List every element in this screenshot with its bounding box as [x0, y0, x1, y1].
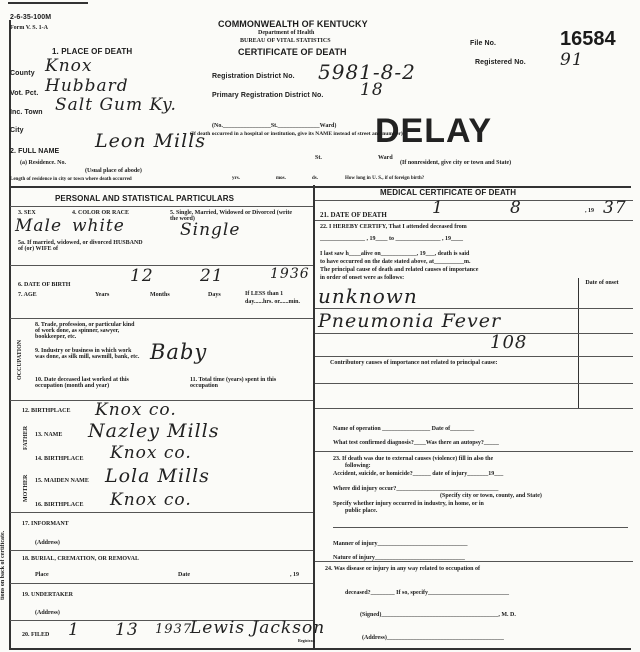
- medical-heading: MEDICAL CERTIFICATE OF DEATH: [380, 188, 517, 197]
- document-title: CERTIFICATE OF DEATH: [238, 47, 347, 57]
- rule: [315, 383, 633, 384]
- mos-label: mos.: [276, 176, 286, 181]
- nature-text: Nature of injury______________________________: [333, 555, 465, 561]
- undertaker-label: 19. UNDERTAKER: [22, 592, 74, 598]
- informant-label: 17. INFORMANT: [22, 521, 69, 527]
- rule: [315, 408, 633, 409]
- dod-19: , 19: [585, 208, 594, 214]
- from-line: _______________ , 19____ to _______________ , 19____: [320, 236, 463, 242]
- town-value: Salt Gum Ky.: [55, 95, 177, 115]
- marital-value: Single: [180, 220, 241, 240]
- industry-label: 9. Industry or business in which work was done, as silk mill, sawmill, bank, etc.: [35, 348, 140, 360]
- race-label: 4. COLOR OR RACE: [72, 210, 130, 216]
- center-divider: [313, 185, 315, 650]
- days-label: Days: [208, 292, 221, 298]
- sex-value: Male: [15, 216, 63, 236]
- birthplace-label: 12. BIRTHPLACE: [22, 408, 71, 414]
- public-place: public place.: [345, 508, 378, 514]
- personal-heading: PERSONAL AND STATISTICAL PARTICULARS: [55, 194, 235, 203]
- marital-label: 5. Single, Married, Widowed or Divorced (write the word): [170, 210, 293, 222]
- ward-label: Ward: [378, 155, 393, 161]
- file-no: 16584: [560, 28, 616, 50]
- father-name: Nazley Mills: [88, 420, 220, 442]
- bureau: BUREAU OF VITAL STATISTICS: [240, 38, 331, 44]
- mother-label: MOTHER: [23, 474, 29, 502]
- place-of-death-heading: 1. PLACE OF DEATH: [52, 47, 133, 56]
- rule: [315, 561, 633, 562]
- date-worked-label: 10. Date deceased last worked at this occupation (month and year): [35, 377, 129, 389]
- rule: [315, 200, 633, 201]
- rule: [315, 451, 633, 452]
- top-rule: [8, 2, 88, 4]
- rule: [10, 583, 313, 584]
- primary-district: 18: [360, 80, 384, 100]
- county-value: Knox: [45, 56, 93, 76]
- dob-year: 1936: [270, 266, 310, 282]
- burial-label: 18. BURIAL, CREMATION, OR REMOVAL: [22, 556, 139, 562]
- bottom-rule: [9, 648, 631, 650]
- hospital-note: (If death occurred in a hospital or institution, give its NAME instead of street and number): [190, 131, 403, 137]
- department: Department of Health: [258, 30, 315, 36]
- reg-district-label: Registration District No.: [212, 73, 295, 80]
- last-saw: I last saw h____alive on____________, 19___, death is said: [320, 251, 470, 257]
- filed-label: 20. FILED: [22, 632, 50, 638]
- cause-3: 108: [490, 332, 528, 353]
- length-residence: Length of residence in city or town where death occurred: [10, 177, 132, 182]
- onset-divider: [578, 278, 579, 408]
- age-label: 7. AGE: [18, 292, 37, 298]
- rule: [10, 206, 313, 207]
- operation-text: Name of operation ________________ Date of________: [333, 426, 475, 432]
- rule: [315, 308, 633, 309]
- full-name-value: Leon Mills: [95, 130, 207, 152]
- order-text: in order of onset were as follows:: [320, 275, 405, 281]
- rule: [10, 318, 313, 319]
- deceased-text: deceased?________ If so, specify___________________________: [345, 590, 509, 596]
- dob-day: 21: [200, 266, 224, 286]
- dob-label: 6. DATE OF BIRTH: [18, 282, 71, 288]
- sex-label: 3. SEX: [18, 210, 36, 216]
- city-label: City: [10, 127, 24, 134]
- rule: [315, 220, 633, 221]
- md-address-text: (Address)_______________________________________: [362, 635, 504, 641]
- dob-month: 12: [130, 266, 154, 286]
- reg-district: 5981-8-2: [318, 60, 416, 84]
- abode-label: (Usual place of abode): [85, 168, 142, 174]
- nonresident-note: (If nonresident, give city or town and State): [400, 160, 512, 166]
- burial-date-label: Date: [178, 572, 190, 578]
- manner-text: Manner of injury______________________________: [333, 541, 468, 547]
- rule: [315, 333, 633, 334]
- yrs-label: yrs.: [232, 176, 240, 181]
- father-bp-label: 14. BIRTHPLACE: [35, 456, 84, 462]
- following-text: following:: [345, 463, 371, 469]
- registrar-label: Registrar.: [298, 638, 315, 643]
- dod-day: 8: [510, 198, 522, 218]
- residence-label: (a) Residence. No.: [20, 160, 66, 166]
- certify-text: 22. I HEREBY CERTIFY, That I attended deceased from: [320, 224, 467, 230]
- signed-text: (Signed)_______________________________________, M. D.: [360, 612, 516, 618]
- ds-label: ds.: [312, 176, 318, 181]
- state-title: COMMONWEALTH OF KENTUCKY: [218, 19, 368, 29]
- mother-bp-label: 16. BIRTHPLACE: [35, 502, 84, 508]
- full-name-label: 2. FULL NAME: [10, 148, 60, 155]
- primary-district-label: Primary Registration District No.: [212, 92, 324, 99]
- filed-year: 1937: [155, 622, 193, 637]
- mother-birthplace: Knox co.: [110, 490, 192, 510]
- rule: [333, 527, 628, 528]
- town-label: Inc. Town: [10, 109, 43, 116]
- dod-year: 37: [603, 198, 627, 218]
- cause-2: Pneumonia Fever: [318, 310, 502, 332]
- registered-label: Registered No.: [475, 59, 526, 66]
- file-no-label: File No.: [470, 40, 497, 47]
- accident-text: Accident, suicide, or homicide?______ date of injury_______19___: [333, 471, 504, 477]
- birthplace-value: Knox co.: [95, 400, 177, 420]
- occupation-label: OCCUPATION: [17, 339, 23, 380]
- vot-value: Hubbard: [45, 76, 129, 96]
- specify-city: (Specify city or town, county, and State): [440, 493, 542, 499]
- county-label: County: [10, 70, 35, 77]
- mother-name: Lola Mills: [105, 465, 210, 487]
- principal-text: The principal cause of death and related causes of importance: [320, 267, 479, 273]
- cause-1: unknown: [318, 284, 418, 308]
- undertaker-address-label: (Address): [35, 610, 60, 616]
- less-label: If LESS than 1 day......hrs. or......min.: [245, 291, 300, 305]
- onset-label: Date of onset: [585, 280, 619, 286]
- occurred-text: to have occurred on the date stated above, at__________m.: [320, 259, 471, 265]
- registered-no: 91: [560, 50, 584, 70]
- race-value: white: [72, 216, 125, 236]
- father-name-label: 13. NAME: [35, 432, 63, 438]
- years-label: Years: [95, 292, 110, 298]
- total-time-label: 11. Total time (years) spent in this occupation: [190, 377, 277, 389]
- dod-label: 21. DATE OF DEATH: [320, 211, 387, 219]
- father-birthplace: Knox co.: [110, 443, 192, 463]
- informant-address-label: (Address): [35, 540, 60, 546]
- burial-19: , 19: [290, 572, 299, 578]
- delay-stamp: DELAY: [375, 112, 493, 150]
- form-code: 2-6-35-100M: [10, 14, 52, 21]
- external-text: 23. If death was due to external causes (violence) fill in also the: [333, 456, 494, 462]
- how-long-label: How long in U. S., if of foreign birth?: [345, 176, 425, 181]
- where-text: Where did injury occur?__________________________________: [333, 486, 499, 492]
- header-rule: [9, 186, 631, 188]
- filed-month: 1: [68, 620, 80, 640]
- test-text: What test confirmed diagnosis?____Was there an autopsy?_____: [333, 440, 499, 446]
- spouse-label: 5a. If married, widowed, or divorced HUSBAND of (or) WIFE of: [18, 240, 143, 252]
- rule: [10, 512, 313, 513]
- mother-name-label: 15. MAIDEN NAME: [35, 478, 89, 484]
- industry-value: Baby: [150, 340, 208, 364]
- months-label: Months: [150, 292, 170, 298]
- registrar-signature: Lewis Jackson: [190, 618, 326, 638]
- specify-whether: Specify whether injury occurred in industry, in home, or in: [333, 501, 484, 507]
- contributory-label: Contributory causes of importance not related to principal cause:: [330, 360, 498, 366]
- filed-day: 13: [115, 620, 139, 640]
- st-label: St.: [315, 155, 322, 161]
- vot-label: Vot. Pct.: [10, 90, 39, 97]
- burial-place-label: Place: [35, 572, 49, 578]
- father-label: FATHER: [23, 425, 29, 450]
- street-line: (No.________________St.______________Ward): [212, 123, 337, 129]
- q24-text: 24. Was disease or injury in any way related to occupation of: [325, 566, 481, 572]
- margin-note: tions on back of certificate.: [0, 530, 6, 600]
- form-number: Form V. S. 1-A: [10, 25, 48, 31]
- rule: [315, 356, 633, 357]
- trade-label: 8. Trade, profession, or particular kind of work done, as spinner, sawyer, bookkeeper, etc.: [35, 322, 135, 340]
- dod-month: 1: [432, 198, 444, 218]
- rule: [10, 265, 313, 266]
- rule: [10, 550, 313, 551]
